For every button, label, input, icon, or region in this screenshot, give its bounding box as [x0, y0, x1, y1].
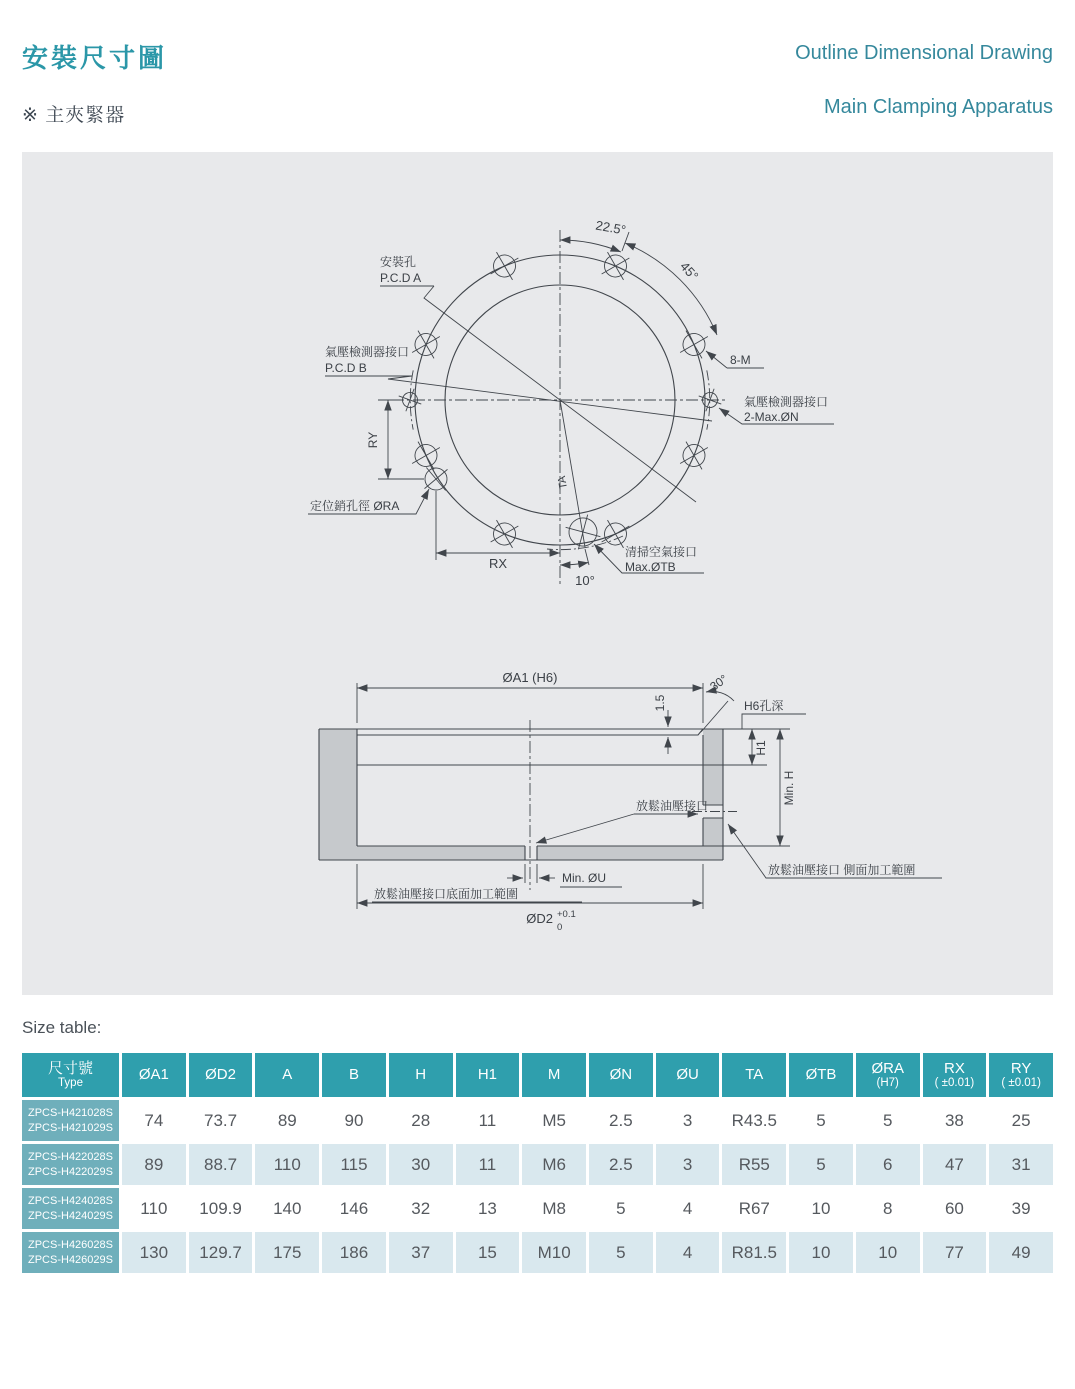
table-cell: 90 — [322, 1100, 386, 1141]
table-cell: R55 — [722, 1144, 786, 1185]
section-labels — [374, 670, 915, 933]
label-dia-d2: ØD2 — [526, 911, 553, 926]
table-cell: 5 — [856, 1100, 920, 1141]
label-angle-45: 45° — [677, 258, 702, 284]
table-cell: 5 — [789, 1144, 853, 1185]
type-cell: ZPCS-H426028S ZPCS-H426029S — [22, 1232, 119, 1273]
label-dia-a1: ØA1 (H6) — [502, 670, 558, 685]
label-1-5: 1.5 — [653, 694, 667, 712]
label-ry: RY — [366, 431, 380, 449]
table-cell: 25 — [989, 1100, 1053, 1141]
table-cell: 2.5 — [589, 1144, 653, 1185]
table-cell: 140 — [255, 1188, 319, 1229]
table-cell: M5 — [522, 1100, 586, 1141]
table-cell: 47 — [923, 1144, 987, 1185]
table-cell: 4 — [656, 1232, 720, 1273]
table-cell: 175 — [255, 1232, 319, 1273]
col-header: TA — [722, 1053, 786, 1097]
label-pcd-b: P.C.D B — [325, 361, 367, 375]
page-title: 安裝尺寸圖 — [22, 43, 168, 73]
section-view — [319, 670, 942, 933]
col-header: RX ( ±0.01) — [923, 1053, 987, 1097]
label-rx: RX — [488, 556, 508, 571]
table-cell: 10 — [789, 1188, 853, 1229]
table-cell: 5 — [589, 1232, 653, 1273]
label-min-ou: Min. ØU — [562, 871, 607, 885]
col-header: A — [255, 1053, 319, 1097]
table-cell: 186 — [322, 1232, 386, 1273]
label-ta: TA — [555, 474, 571, 491]
label-release-port: 放鬆油壓接口 — [636, 799, 709, 813]
table-cell: 15 — [456, 1232, 520, 1273]
table-cell: 60 — [923, 1188, 987, 1229]
table-cell: 8 — [856, 1188, 920, 1229]
label-purge-2: Max.ØTB — [625, 560, 676, 574]
table-cell: 73.7 — [189, 1100, 253, 1141]
label-bottom-range: 放鬆油壓接口底面加工範圍 — [374, 887, 519, 901]
label-detector-n-1: 氣壓檢測器接口 — [744, 395, 829, 409]
table-cell: 37 — [389, 1232, 453, 1273]
table-cell: M10 — [522, 1232, 586, 1273]
col-header-type: 尺寸號 Type — [22, 1053, 119, 1097]
table-cell: 13 — [456, 1188, 520, 1229]
table-cell: 2.5 — [589, 1100, 653, 1141]
table-cell: 89 — [122, 1144, 186, 1185]
table-cell: 10 — [789, 1232, 853, 1273]
table-cell: 49 — [989, 1232, 1053, 1273]
label-mount-hole: 安裝孔 — [380, 255, 417, 269]
page-subtitle: ※ 主夾緊器 — [22, 105, 126, 126]
table-cell: R43.5 — [722, 1100, 786, 1141]
col-header: H — [389, 1053, 453, 1097]
col-header: B — [322, 1053, 386, 1097]
section-walls — [319, 729, 723, 860]
page-title-en-1: Outline Dimensional Drawing — [795, 42, 1053, 64]
table-cell: 6 — [856, 1144, 920, 1185]
table-cell: M6 — [522, 1144, 586, 1185]
col-header: ØA1 — [122, 1053, 186, 1097]
label-pin-hole: 定位銷孔徑 ØRA — [310, 499, 400, 513]
size-table-label: Size table: — [22, 1018, 102, 1037]
table-cell: 89 — [255, 1100, 319, 1141]
label-min-h: Min. H — [782, 770, 796, 806]
type-cell: ZPCS-H424028S ZPCS-H424029S — [22, 1188, 119, 1229]
table-cell: 110 — [122, 1188, 186, 1229]
table-cell: 32 — [389, 1188, 453, 1229]
table-cell: 109.9 — [189, 1188, 253, 1229]
col-header: ØD2 — [189, 1053, 253, 1097]
table-cell: 11 — [456, 1144, 520, 1185]
drawing-panel — [22, 152, 1053, 995]
table-cell: 146 — [322, 1188, 386, 1229]
type-cell: ZPCS-H421028S ZPCS-H421029S — [22, 1100, 119, 1141]
table-cell: 115 — [322, 1144, 386, 1185]
label-angle-10: 10° — [575, 573, 595, 588]
label-angle-22-5: 22.5° — [594, 217, 628, 238]
label-8m: 8-M — [730, 353, 751, 367]
table-cell: 10 — [856, 1232, 920, 1273]
label-tol-lower: 0 — [557, 922, 563, 933]
label-detector-n-2: 2-Max.ØN — [744, 410, 799, 424]
label-h6-depth: H6孔深 — [744, 699, 784, 713]
size-table — [22, 1053, 1053, 1273]
label-pcd-a: P.C.D A — [380, 271, 422, 285]
label-h1: H1 — [754, 740, 768, 756]
page-title-en-2: Main Clamping Apparatus — [823, 96, 1053, 118]
table-cell: 11 — [456, 1100, 520, 1141]
table-cell: 28 — [389, 1100, 453, 1141]
table-cell: M8 — [522, 1188, 586, 1229]
table-cell: 31 — [989, 1144, 1053, 1185]
purge-port-hole — [561, 510, 605, 554]
label-purge-1: 清掃空氣接口 — [625, 545, 698, 559]
table-cell: 110 — [255, 1144, 319, 1185]
col-header: ØN — [589, 1053, 653, 1097]
col-header: ØRA (H7) — [856, 1053, 920, 1097]
col-header: RY ( ±0.01) — [989, 1053, 1053, 1097]
col-header: ØU — [656, 1053, 720, 1097]
label-tol-upper: +0.1 — [557, 909, 576, 920]
table-cell: R81.5 — [722, 1232, 786, 1273]
col-header: H1 — [456, 1053, 520, 1097]
table-cell: 74 — [122, 1100, 186, 1141]
label-detector-b-1: 氣壓檢測器接口 — [325, 345, 410, 359]
technical-drawing-canvas — [22, 152, 1053, 995]
table-cell: 4 — [656, 1188, 720, 1229]
table-cell: 129.7 — [189, 1232, 253, 1273]
table-cell: 77 — [923, 1232, 987, 1273]
table-cell: 38 — [923, 1100, 987, 1141]
table-cell: 5 — [589, 1188, 653, 1229]
col-header: M — [522, 1053, 586, 1097]
pcd-b-arcs — [410, 370, 709, 549]
table-cell: 3 — [656, 1144, 720, 1185]
label-side-range: 放鬆油壓接口 側面加工範圍 — [768, 863, 916, 877]
table-cell: 88.7 — [189, 1144, 253, 1185]
table-cell: 39 — [989, 1188, 1053, 1229]
table-cell: 3 — [656, 1100, 720, 1141]
col-header: ØTB — [789, 1053, 853, 1097]
table-cell: R67 — [722, 1188, 786, 1229]
table-cell: 130 — [122, 1232, 186, 1273]
type-cell: ZPCS-H422028S ZPCS-H422029S — [22, 1144, 119, 1185]
label-angle-30: 30° — [707, 671, 731, 694]
table-cell: 5 — [789, 1100, 853, 1141]
table-cell: 30 — [389, 1144, 453, 1185]
